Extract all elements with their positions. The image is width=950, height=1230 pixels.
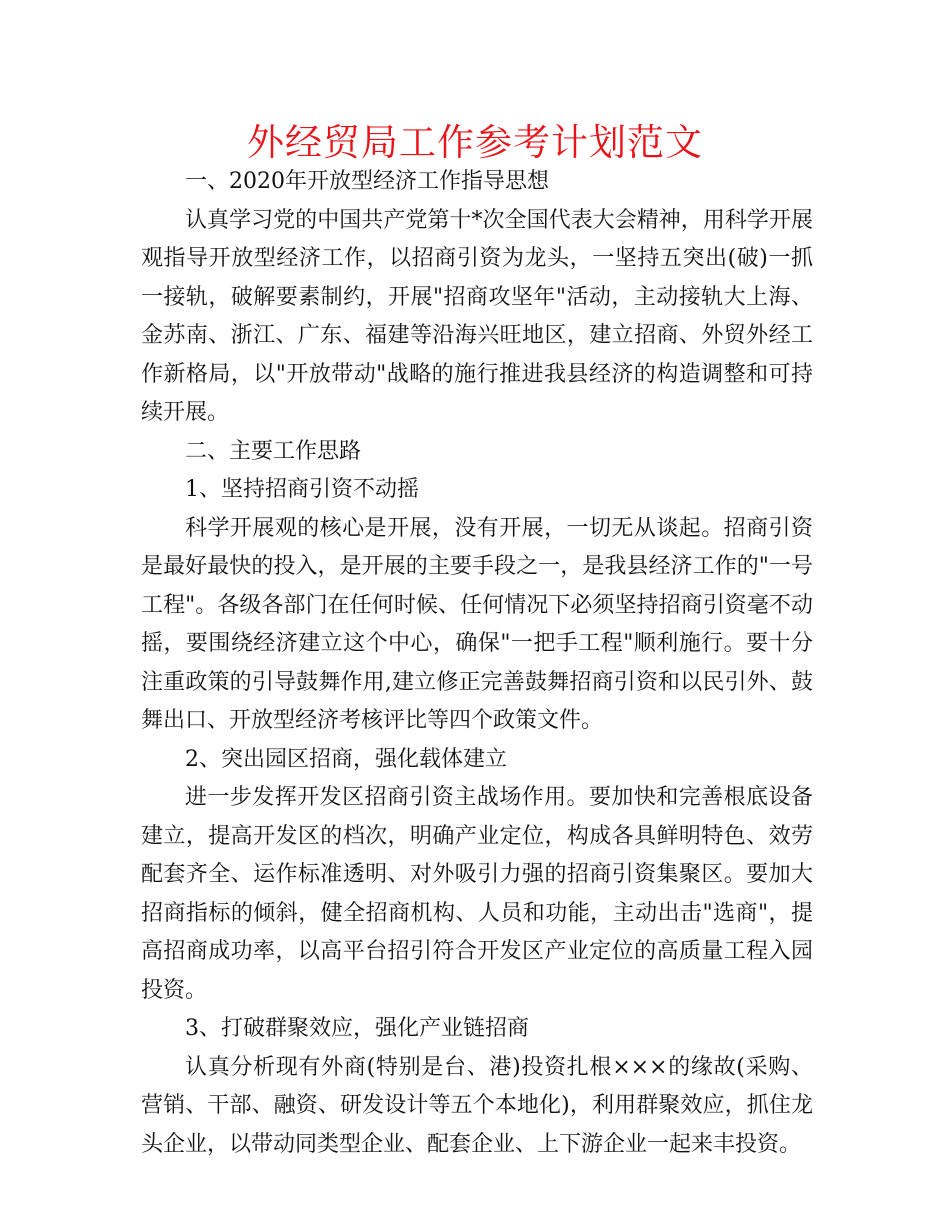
subheading-3: 3、打破群聚效应，强化产业链招商 [185, 1016, 529, 1041]
heading-section-1: 一、2020年开放型经济工作指导思想 [185, 169, 549, 194]
heading-section-2: 二、主要工作思路 [185, 438, 362, 464]
document-title: 外经贸局工作参考计划范文 [247, 121, 703, 164]
paragraph-investment: 科学开展观的核心是开展，没有开展，一切无从谈起。招商引资是最好最快的投入，是开展的主要手段之一，是我县经济工作的"一号工程"。各级各部门在任何时候、任何情况下必须坚持招商引资毫不动摇，要围绕经济建立这个中心，确保"一把手工程"顺利施行。要十分注重政策的引导鼓舞作用,建立修正完善鼓舞招商引资和以民引外、鼓舞出口、开放型经济考核评比等四个政策文件。 [141, 515, 813, 733]
subheading-1: 1、坚持招商引资不动摇 [185, 477, 419, 502]
paragraph-park: 进一步发挥开发区招商引资主战场作用。要加快和完善根底设备建立，提高开发区的档次，明确产业定位，构成各具鲜明特色、效劳配套齐全、运作标准透明、对外吸引力强的招商引资集聚区。要加大招商指标的倾斜，健全招商机构、人员和功能，主动出击"选商"，提高招商成功率，以高平台招引符合开发区产业定位的高质量工程入园投资。 [141, 785, 813, 1003]
paragraph-guiding-thought: 认真学习党的中国共产党第十*次全国代表大会精神，用科学开展观指导开放型经济工作，以招商引资为龙头，一坚持五突出(破)一抓一接轨，破解要素制约，开展"招商攻坚年"活动，主动接轨大上海、金苏南、浙江、广东、福建等沿海兴旺地区，建立招商、外贸外经工作新格局，以"开放带动"战略的施行推进我县经济的构造调整和可持续开展。 [141, 207, 813, 425]
subheading-2: 2、突出园区招商，强化载体建立 [185, 746, 507, 772]
paragraph-cluster: 认真分析现有外商(特别是台、港)投资扎根×××的缘故(采购、营销、干部、融资、研发设计等五个本地化)，利用群聚效应，抓住龙头企业，以带动同类型企业、配套企业、上下游企业一起来丰投资。 [141, 1054, 813, 1157]
document-body [141, 163, 813, 1164]
